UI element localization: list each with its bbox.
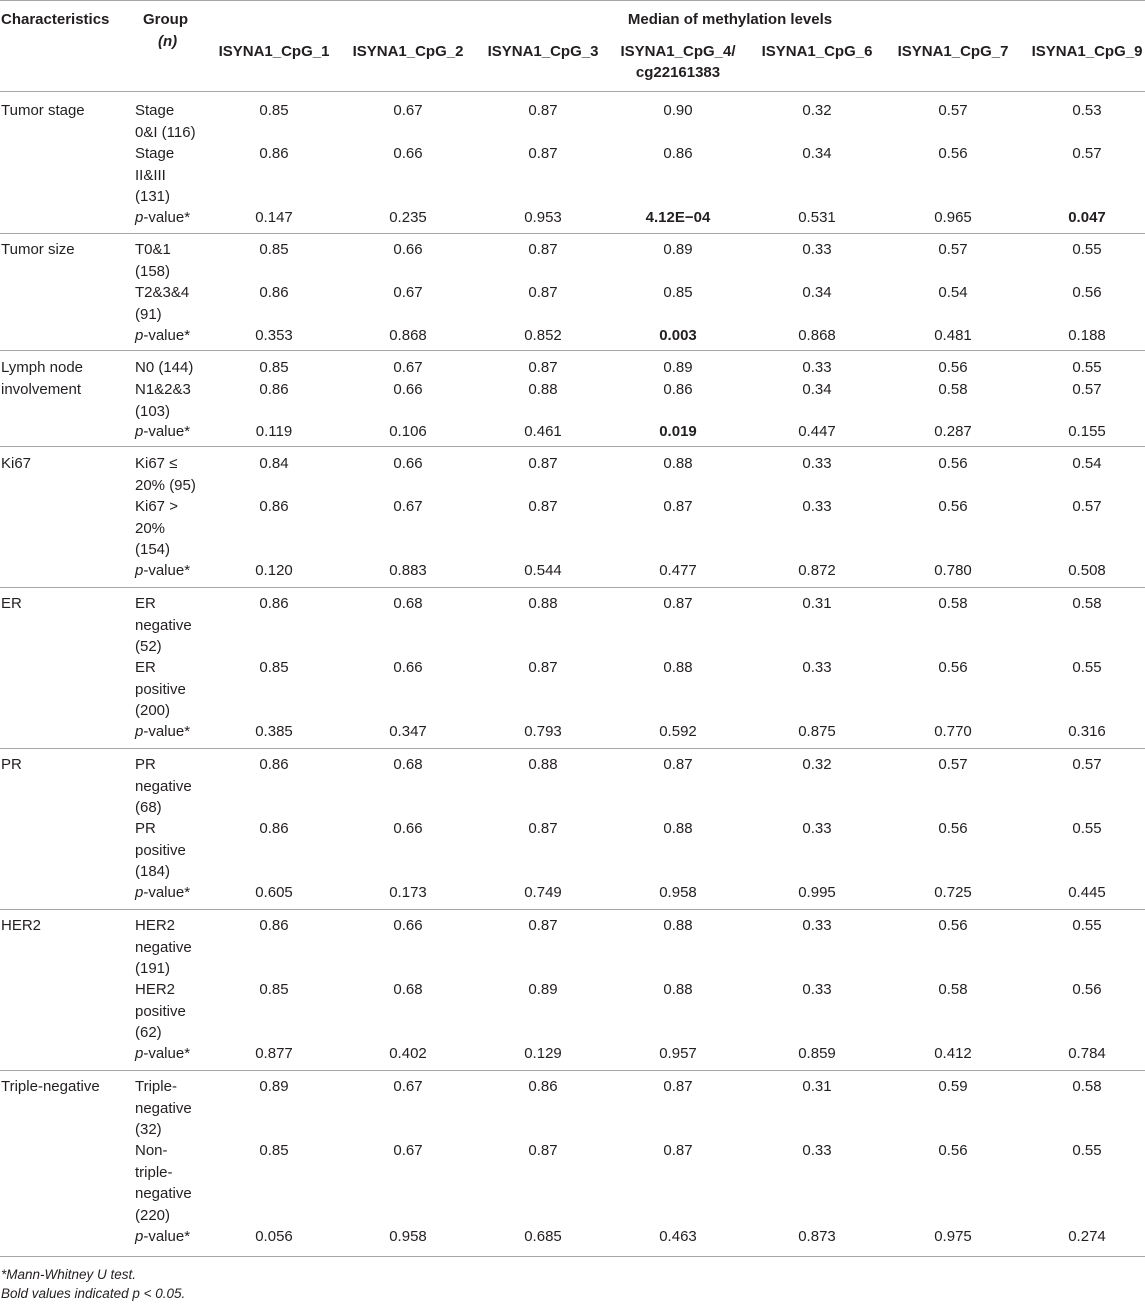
median-value-cell: 0.33 <box>802 241 832 258</box>
pvalue-cell: 0.877 <box>255 1045 293 1062</box>
characteristic-label <box>1 1076 126 1098</box>
median-value-cell: 0.87 <box>663 595 693 612</box>
characteristic-label <box>1 754 126 776</box>
median-value-cell: 0.31 <box>802 595 832 612</box>
median-value-cell: 0.58 <box>938 981 968 998</box>
pvalue-label-suffix: -value* <box>143 327 191 344</box>
median-value-cell: 0.86 <box>259 756 289 773</box>
characteristic-label <box>1 453 126 475</box>
group-label-line: (184) <box>135 863 171 880</box>
group-label-line: negative <box>135 1185 192 1202</box>
median-value-cell: 0.86 <box>663 145 693 162</box>
median-value-cell: 0.88 <box>528 381 558 398</box>
pvalue-cell: 0.770 <box>934 723 972 740</box>
pvalue-cell: 0.147 <box>255 209 293 226</box>
median-value-cell: 0.58 <box>938 595 968 612</box>
pvalue-cell: 0.793 <box>524 723 562 740</box>
group-label <box>135 100 215 143</box>
pvalue-cell: 0.287 <box>934 423 972 440</box>
cpg-column-header-line: ISYNA1_CpG_7 <box>897 43 1009 60</box>
median-value-cell: 0.56 <box>938 359 968 376</box>
group-label-line: positive <box>135 841 186 859</box>
cpg-column-header <box>1017 41 1145 62</box>
median-value-cell: 0.88 <box>528 595 558 612</box>
pvalue-label <box>135 325 215 347</box>
pvalue-label-suffix: -value* <box>143 1045 191 1062</box>
pvalue-cell: 0.995 <box>798 884 836 901</box>
cpg-column-header-line: ISYNA1_CpG_2 <box>352 43 464 60</box>
group-label-line: 20% <box>135 519 166 537</box>
group-label-line: (158) <box>135 262 171 280</box>
pvalue-cell: 0.531 <box>798 209 836 226</box>
median-value-cell: 0.57 <box>1072 145 1102 162</box>
median-value-cell: 0.85 <box>259 102 289 119</box>
group-label-line: N1&2&3 <box>135 381 191 398</box>
median-value-cell: 0.57 <box>1072 498 1102 515</box>
median-value-cell: 0.66 <box>393 659 423 676</box>
section-rule <box>0 350 1145 351</box>
pvalue-label-p: p <box>135 1228 144 1245</box>
median-value-cell: 0.89 <box>663 241 693 258</box>
median-value-cell: 0.34 <box>802 145 832 162</box>
characteristic-label-line: ER <box>1 595 22 612</box>
median-value-cell: 0.87 <box>528 659 558 676</box>
pvalue-cell: 0.872 <box>798 562 836 579</box>
characteristic-label-line: Lymph node <box>1 359 84 376</box>
group-label-line: (131) <box>135 188 171 205</box>
pvalue-label-suffix: -value* <box>143 884 191 901</box>
median-value-cell: 0.87 <box>663 756 693 773</box>
pvalue-label-p: p <box>135 1045 144 1062</box>
characteristic-label-line: involvement <box>1 380 82 398</box>
median-value-cell: 0.68 <box>393 981 423 998</box>
median-value-cell: 0.33 <box>802 455 832 472</box>
median-value-cell: 0.85 <box>259 241 289 258</box>
group-label <box>135 282 215 325</box>
median-value-cell: 0.56 <box>938 1142 968 1159</box>
characteristic-label-line: HER2 <box>1 917 42 934</box>
pvalue-cell: 0.188 <box>1068 327 1106 344</box>
cpg-column-header <box>747 41 887 62</box>
median-value-cell: 0.87 <box>663 1078 693 1095</box>
median-value-cell: 0.86 <box>259 284 289 301</box>
median-value-cell: 0.88 <box>663 820 693 837</box>
median-value-cell: 0.55 <box>1072 241 1102 258</box>
group-label-line: HER2 <box>135 917 176 934</box>
median-value-cell: 0.87 <box>528 1142 558 1159</box>
median-value-cell: 0.88 <box>663 455 693 472</box>
pvalue-cell: 0.975 <box>934 1228 972 1245</box>
pvalue-cell: 0.402 <box>389 1045 427 1062</box>
group-label-line: HER2 <box>135 981 176 998</box>
pvalue-cell: 0.235 <box>389 209 427 226</box>
median-value-cell: 0.87 <box>528 455 558 472</box>
pvalue-cell: 0.003 <box>659 327 697 344</box>
median-value-cell: 0.54 <box>938 284 968 301</box>
pvalue-cell: 0.481 <box>934 327 972 344</box>
pvalue-cell: 0.047 <box>1068 209 1106 226</box>
median-value-cell: 0.57 <box>1072 756 1102 773</box>
characteristic-label-line: Tumor stage <box>1 102 85 119</box>
characteristic-label <box>1 357 126 400</box>
group-label-line: negative <box>135 616 192 634</box>
characteristic-label-line: Tumor size <box>1 241 75 258</box>
group-label-line: (32) <box>135 1121 162 1138</box>
pvalue-label <box>135 421 215 443</box>
section-rule <box>0 909 1145 910</box>
pvalue-label-p: p <box>135 884 144 901</box>
group-label-line: (103) <box>135 402 171 420</box>
group-label <box>135 239 215 282</box>
pvalue-cell: 0.868 <box>389 327 427 344</box>
group-label <box>135 593 215 658</box>
median-value-cell: 0.66 <box>393 917 423 934</box>
group-label-line: (200) <box>135 702 171 719</box>
pvalue-cell: 0.477 <box>659 562 697 579</box>
median-value-cell: 0.89 <box>528 981 558 998</box>
cpg-column-header <box>473 41 613 62</box>
group-label-line: triple- <box>135 1163 173 1181</box>
group-label-line: (154) <box>135 541 171 558</box>
median-value-cell: 0.33 <box>802 1142 832 1159</box>
pvalue-cell: 0.274 <box>1068 1228 1106 1245</box>
cpg-column-header <box>204 41 344 62</box>
median-value-cell: 0.56 <box>938 659 968 676</box>
median-value-cell: 0.87 <box>528 820 558 837</box>
characteristic-label <box>1 100 126 122</box>
cpg-column-header-line: ISYNA1_CpG_1 <box>218 43 330 60</box>
characteristic-label <box>1 593 126 615</box>
median-value-cell: 0.67 <box>393 498 423 515</box>
median-value-cell: 0.67 <box>393 284 423 301</box>
median-value-cell: 0.88 <box>663 659 693 676</box>
median-value-cell: 0.57 <box>938 756 968 773</box>
pvalue-cell: 0.019 <box>659 423 697 440</box>
group-label <box>135 379 215 422</box>
pvalue-cell: 0.461 <box>524 423 562 440</box>
median-value-cell: 0.56 <box>938 455 968 472</box>
median-value-cell: 0.33 <box>802 498 832 515</box>
pvalue-cell: 0.883 <box>389 562 427 579</box>
median-value-cell: 0.32 <box>802 102 832 119</box>
group-label <box>135 357 215 379</box>
median-value-cell: 0.87 <box>528 102 558 119</box>
group-label-line: Ki67 ≤ <box>135 455 178 472</box>
cpg-column-header-line: ISYNA1_CpG_9 <box>1031 43 1143 60</box>
pvalue-label-p: p <box>135 209 144 226</box>
pvalue-cell: 0.780 <box>934 562 972 579</box>
group-label-line: Ki67 > <box>135 498 178 515</box>
median-value-cell: 0.58 <box>1072 1078 1102 1095</box>
pvalue-cell: 0.868 <box>798 327 836 344</box>
pvalue-label <box>135 207 215 229</box>
table-top-rule <box>0 0 1145 1</box>
median-value-cell: 0.66 <box>393 381 423 398</box>
pvalue-cell: 0.106 <box>389 423 427 440</box>
pvalue-label <box>135 1043 215 1065</box>
median-value-cell: 0.57 <box>938 241 968 258</box>
pvalue-label-p: p <box>135 423 144 440</box>
median-value-cell: 0.33 <box>802 659 832 676</box>
median-value-cell: 0.58 <box>938 381 968 398</box>
median-value-cell: 0.86 <box>663 381 693 398</box>
characteristic-label <box>1 915 126 937</box>
section-rule <box>0 587 1145 588</box>
pvalue-cell: 0.784 <box>1068 1045 1106 1062</box>
header-median-title: Median of methylation levels <box>627 11 833 28</box>
median-value-cell: 0.87 <box>528 917 558 934</box>
group-label <box>135 1076 215 1141</box>
footnote-bold: Bold values indicated p < 0.05. <box>1 1286 186 1301</box>
group-label-line: negative <box>135 938 192 956</box>
pvalue-cell: 0.412 <box>934 1045 972 1062</box>
median-value-cell: 0.67 <box>393 102 423 119</box>
pvalue-cell: 0.155 <box>1068 423 1106 440</box>
section-rule <box>0 748 1145 749</box>
group-label <box>135 1140 215 1226</box>
median-value-cell: 0.57 <box>938 102 968 119</box>
median-value-cell: 0.56 <box>1072 981 1102 998</box>
median-value-cell: 0.87 <box>528 359 558 376</box>
median-value-cell: 0.67 <box>393 359 423 376</box>
median-value-cell: 0.85 <box>259 1142 289 1159</box>
median-value-cell: 0.34 <box>802 284 832 301</box>
group-label-line: II&III <box>135 166 166 184</box>
median-value-cell: 0.53 <box>1072 102 1102 119</box>
median-value-cell: 0.86 <box>259 498 289 515</box>
median-value-cell: 0.86 <box>259 595 289 612</box>
pvalue-label-suffix: -value* <box>143 209 191 226</box>
pvalue-label-p: p <box>135 723 144 740</box>
pvalue-cell: 0.353 <box>255 327 293 344</box>
median-value-cell: 0.87 <box>528 241 558 258</box>
group-label <box>135 657 215 722</box>
median-value-cell: 0.66 <box>393 820 423 837</box>
header-characteristics: Characteristics <box>1 11 110 28</box>
median-value-cell: 0.33 <box>802 820 832 837</box>
median-value-cell: 0.87 <box>663 498 693 515</box>
median-value-cell: 0.58 <box>1072 595 1102 612</box>
group-label <box>135 143 215 208</box>
median-value-cell: 0.54 <box>1072 455 1102 472</box>
median-value-cell: 0.88 <box>528 756 558 773</box>
group-label-line: positive <box>135 1002 186 1020</box>
median-value-cell: 0.66 <box>393 455 423 472</box>
median-value-cell: 0.90 <box>663 102 693 119</box>
median-value-cell: 0.56 <box>938 145 968 162</box>
median-value-cell: 0.67 <box>393 1142 423 1159</box>
median-value-cell: 0.55 <box>1072 359 1102 376</box>
median-value-cell: 0.88 <box>663 917 693 934</box>
group-label-line: PR <box>135 756 156 773</box>
median-value-cell: 0.68 <box>393 756 423 773</box>
median-value-cell: 0.86 <box>259 381 289 398</box>
cpg-column-header-line: ISYNA1_CpG_3 <box>487 43 599 60</box>
header-group: Group <box>143 11 188 28</box>
group-label-line: positive <box>135 680 186 698</box>
pvalue-cell: 0.316 <box>1068 723 1106 740</box>
median-value-cell: 0.66 <box>393 145 423 162</box>
group-label <box>135 496 215 561</box>
median-value-cell: 0.56 <box>938 498 968 515</box>
group-label <box>135 453 215 496</box>
group-label-line: T2&3&4 <box>135 284 190 301</box>
pvalue-cell: 0.347 <box>389 723 427 740</box>
pvalue-cell: 0.873 <box>798 1228 836 1245</box>
median-value-cell: 0.86 <box>259 820 289 837</box>
median-value-cell: 0.33 <box>802 981 832 998</box>
median-value-cell: 0.86 <box>259 917 289 934</box>
median-value-cell: 0.33 <box>802 917 832 934</box>
pvalue-cell: 0.852 <box>524 327 562 344</box>
characteristic-label-line: Ki67 <box>1 455 32 472</box>
pvalue-label-p: p <box>135 327 144 344</box>
group-label-line: (68) <box>135 799 162 816</box>
pvalue-cell: 4.12E−04 <box>645 209 711 226</box>
section-rule <box>0 233 1145 234</box>
group-label-line: (191) <box>135 960 171 977</box>
cpg-column-header-line: ISYNA1_CpG_4/ <box>620 43 736 60</box>
median-value-cell: 0.89 <box>259 1078 289 1095</box>
group-label <box>135 979 215 1044</box>
pvalue-cell: 0.445 <box>1068 884 1106 901</box>
group-label-line: ER <box>135 595 156 612</box>
median-value-cell: 0.56 <box>1072 284 1102 301</box>
pvalue-cell: 0.463 <box>659 1228 697 1245</box>
pvalue-label-suffix: -value* <box>143 723 191 740</box>
median-value-cell: 0.84 <box>259 455 289 472</box>
median-value-cell: 0.85 <box>259 659 289 676</box>
group-label-line: ER <box>135 659 156 676</box>
median-value-cell: 0.59 <box>938 1078 968 1095</box>
group-label-line: 20% (95) <box>135 476 196 494</box>
cpg-column-header <box>338 41 478 62</box>
median-value-cell: 0.55 <box>1072 917 1102 934</box>
median-value-cell: 0.34 <box>802 381 832 398</box>
group-label <box>135 754 215 819</box>
median-value-cell: 0.57 <box>1072 381 1102 398</box>
pvalue-cell: 0.685 <box>524 1228 562 1245</box>
pvalue-cell: 0.544 <box>524 562 562 579</box>
pvalue-cell: 0.129 <box>524 1045 562 1062</box>
median-value-cell: 0.66 <box>393 241 423 258</box>
group-label-line: Triple- <box>135 1078 177 1095</box>
median-value-cell: 0.85 <box>259 981 289 998</box>
median-value-cell: 0.86 <box>259 145 289 162</box>
pvalue-label <box>135 882 215 904</box>
pvalue-label-suffix: -value* <box>143 562 191 579</box>
pvalue-label <box>135 1226 215 1248</box>
group-label-line: Stage <box>135 102 175 119</box>
pvalue-cell: 0.953 <box>524 209 562 226</box>
pvalue-cell: 0.508 <box>1068 562 1106 579</box>
group-label-line: Stage <box>135 145 175 162</box>
median-value-cell: 0.31 <box>802 1078 832 1095</box>
pvalue-cell: 0.447 <box>798 423 836 440</box>
group-label <box>135 915 215 980</box>
median-value-cell: 0.87 <box>528 284 558 301</box>
median-value-cell: 0.67 <box>393 1078 423 1095</box>
pvalue-label-suffix: -value* <box>143 423 191 440</box>
pvalue-cell: 0.120 <box>255 562 293 579</box>
median-value-cell: 0.88 <box>663 981 693 998</box>
median-value-cell: 0.89 <box>663 359 693 376</box>
median-value-cell: 0.87 <box>528 498 558 515</box>
characteristic-label <box>1 239 126 261</box>
pvalue-label-p: p <box>135 562 144 579</box>
group-label-line: N0 (144) <box>135 359 194 376</box>
group-label-line: negative <box>135 777 192 795</box>
group-label-line: (52) <box>135 638 162 655</box>
cpg-column-header-line: cg22161383 <box>635 64 721 81</box>
median-value-cell: 0.86 <box>528 1078 558 1095</box>
median-value-cell: 0.32 <box>802 756 832 773</box>
median-value-cell: 0.56 <box>938 820 968 837</box>
pvalue-cell: 0.592 <box>659 723 697 740</box>
median-value-cell: 0.55 <box>1072 659 1102 676</box>
pvalue-label-suffix: -value* <box>143 1228 191 1245</box>
pvalue-cell: 0.965 <box>934 209 972 226</box>
pvalue-cell: 0.119 <box>255 423 293 440</box>
pvalue-cell: 0.957 <box>659 1045 697 1062</box>
pvalue-cell: 0.749 <box>524 884 562 901</box>
section-rule <box>0 1256 1145 1257</box>
group-label-line: negative <box>135 1099 192 1117</box>
characteristic-label-line: Triple-negative <box>1 1078 100 1095</box>
median-value-cell: 0.87 <box>528 145 558 162</box>
pvalue-cell: 0.056 <box>255 1228 293 1245</box>
group-label-line: Non- <box>135 1142 168 1159</box>
pvalue-cell: 0.385 <box>255 723 293 740</box>
group-label-line: PR <box>135 820 156 837</box>
pvalue-cell: 0.725 <box>934 884 972 901</box>
section-rule <box>0 446 1145 447</box>
median-value-cell: 0.55 <box>1072 820 1102 837</box>
group-label <box>135 818 215 883</box>
header-bottom-rule <box>0 91 1145 92</box>
group-label-line: (62) <box>135 1024 162 1041</box>
header-group-n: (n) <box>158 33 178 50</box>
median-value-cell: 0.55 <box>1072 1142 1102 1159</box>
group-label-line: T0&1 <box>135 241 171 258</box>
median-value-cell: 0.33 <box>802 359 832 376</box>
group-label-line: (220) <box>135 1206 171 1224</box>
median-value-cell: 0.87 <box>663 1142 693 1159</box>
pvalue-label <box>135 560 215 582</box>
pvalue-cell: 0.605 <box>255 884 293 901</box>
median-value-cell: 0.85 <box>663 284 693 301</box>
median-value-cell: 0.56 <box>938 917 968 934</box>
pvalue-cell: 0.875 <box>798 723 836 740</box>
pvalue-cell: 0.958 <box>389 1228 427 1245</box>
pvalue-cell: 0.859 <box>798 1045 836 1062</box>
pvalue-cell: 0.958 <box>659 884 697 901</box>
pvalue-label <box>135 721 215 743</box>
group-label-line: (91) <box>135 305 162 323</box>
footnote-test: *Mann-Whitney U test. <box>1 1267 137 1282</box>
cpg-column-header <box>883 41 1023 62</box>
cpg-column-header <box>608 41 748 83</box>
pvalue-cell: 0.173 <box>389 884 427 901</box>
characteristic-label-line: PR <box>1 756 22 773</box>
cpg-column-header-line: ISYNA1_CpG_6 <box>761 43 873 60</box>
median-value-cell: 0.85 <box>259 359 289 376</box>
group-label-line: 0&I (116) <box>135 123 196 141</box>
section-rule <box>0 1070 1145 1071</box>
median-value-cell: 0.68 <box>393 595 423 612</box>
